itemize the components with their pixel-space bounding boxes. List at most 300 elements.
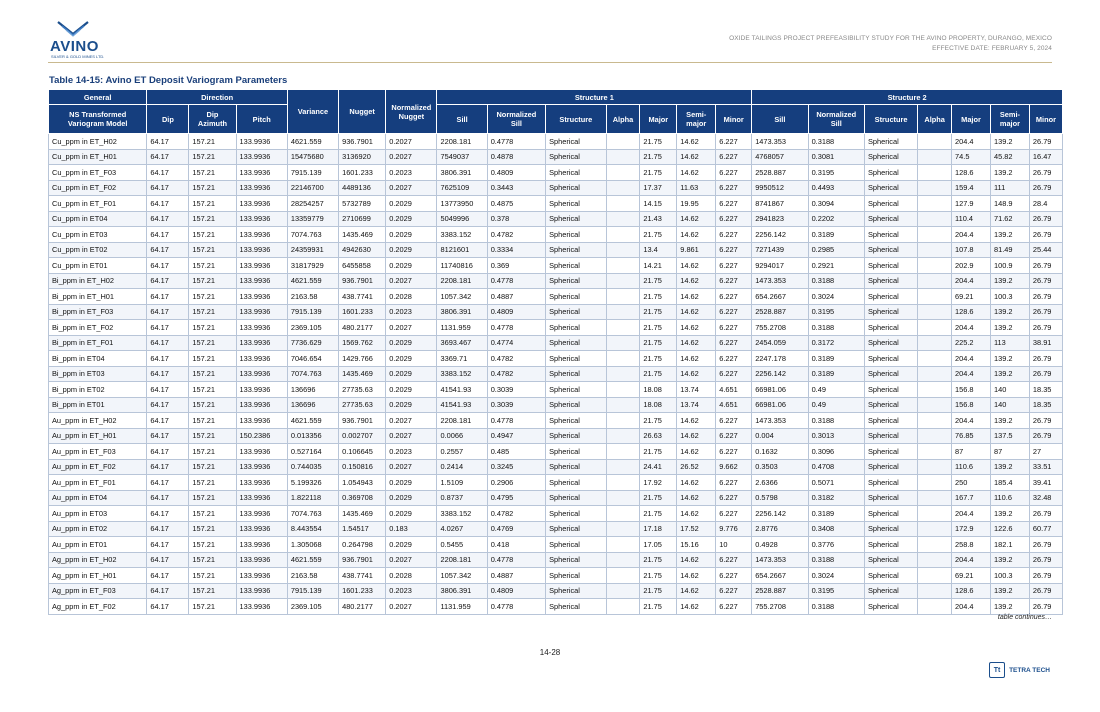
table-cell: Spherical xyxy=(546,382,606,398)
table-row xyxy=(49,165,1063,181)
table-cell: Spherical xyxy=(864,568,917,584)
row-label-cell: Au_ppm in ET04 xyxy=(49,490,147,506)
col-dip-azimuth: Dip Azimuth xyxy=(189,105,236,134)
table-cell xyxy=(606,583,640,599)
table-cell: 133.9936 xyxy=(236,320,287,336)
table-cell: 32.48 xyxy=(1029,490,1062,506)
table-cell: 0.2029 xyxy=(386,366,437,382)
table-cell: 13.4 xyxy=(640,242,677,258)
table-cell: Spherical xyxy=(546,335,606,351)
table-cell: 204.4 xyxy=(952,273,991,289)
table-title: Table 14-15: Avino ET Deposit Variogram Parameters xyxy=(49,75,288,86)
table-cell xyxy=(606,273,640,289)
table-cell: 139.2 xyxy=(990,165,1029,181)
table-cell: 2256.142 xyxy=(752,506,808,522)
table-cell xyxy=(606,444,640,460)
table-cell: 21.75 xyxy=(640,335,677,351)
table-row xyxy=(49,211,1063,227)
table-cell: 28.4 xyxy=(1029,196,1062,212)
table-cell: 64.17 xyxy=(147,521,189,537)
table-cell: 0.3188 xyxy=(808,134,864,150)
table-cell xyxy=(606,211,640,227)
table-cell: 64.17 xyxy=(147,320,189,336)
table-cell: Spherical xyxy=(546,149,606,165)
table-cell: 133.9936 xyxy=(236,134,287,150)
table-cell: 654.2667 xyxy=(752,289,808,305)
table-cell: 0.527164 xyxy=(287,444,338,460)
table-cell: 7046.654 xyxy=(287,351,338,367)
table-cell: 14.62 xyxy=(677,490,716,506)
table-cell: 0.2027 xyxy=(386,273,437,289)
table-cell: 100.3 xyxy=(990,289,1029,305)
table-cell: 24359931 xyxy=(287,242,338,258)
table-cell: 15475680 xyxy=(287,149,338,165)
table-cell: 41541.93 xyxy=(437,397,487,413)
table-cell: 21.75 xyxy=(640,568,677,584)
table-cell: Spherical xyxy=(864,134,917,150)
table-cell xyxy=(918,320,952,336)
table-cell: 27735.63 xyxy=(339,397,386,413)
table-cell: 18.35 xyxy=(1029,382,1062,398)
table-cell xyxy=(918,537,952,553)
table-cell xyxy=(918,490,952,506)
table-cell: 0.2027 xyxy=(386,599,437,615)
table-cell xyxy=(918,227,952,243)
table-cell: 0.2027 xyxy=(386,552,437,568)
table-cell: Spherical xyxy=(546,351,606,367)
table-cell: 0.369 xyxy=(487,258,545,274)
table-cell: 0.4782 xyxy=(487,227,545,243)
table-cell: 6.227 xyxy=(716,506,752,522)
table-cell: 0.3081 xyxy=(808,149,864,165)
table-cell: 2369.105 xyxy=(287,320,338,336)
table-cell: 100.3 xyxy=(990,568,1029,584)
table-cell xyxy=(918,459,952,475)
table-cell: 21.75 xyxy=(640,366,677,382)
table-cell: 1429.766 xyxy=(339,351,386,367)
table-cell: 4942630 xyxy=(339,242,386,258)
table-cell: 6.227 xyxy=(716,242,752,258)
table-cell xyxy=(606,149,640,165)
table-cell: 1435.469 xyxy=(339,366,386,382)
table-cell: 139.2 xyxy=(990,227,1029,243)
table-cell: 0.3172 xyxy=(808,335,864,351)
table-cell: Spherical xyxy=(864,366,917,382)
table-cell: Spherical xyxy=(546,289,606,305)
table-cell: 1.5109 xyxy=(437,475,487,491)
row-label-cell: Bi_ppm in ET_F01 xyxy=(49,335,147,351)
table-row xyxy=(49,320,1063,336)
table-cell: 6.227 xyxy=(716,320,752,336)
table-cell: Spherical xyxy=(546,258,606,274)
table-cell: 6.227 xyxy=(716,180,752,196)
group-structure-2: Structure 2 xyxy=(752,90,1063,105)
row-label-cell: Cu_ppm in ET03 xyxy=(49,227,147,243)
table-cell: 2247.178 xyxy=(752,351,808,367)
table-cell: 0.485 xyxy=(487,444,545,460)
table-cell: Spherical xyxy=(546,180,606,196)
table-cell: 1601.233 xyxy=(339,304,386,320)
table-cell: 26.79 xyxy=(1029,227,1062,243)
table-cell: 136696 xyxy=(287,382,338,398)
table-cell: 157.21 xyxy=(189,459,236,475)
table-cell: 26.79 xyxy=(1029,258,1062,274)
table-cell: 157.21 xyxy=(189,242,236,258)
table-cell: 64.17 xyxy=(147,273,189,289)
tetra-tech-logo xyxy=(989,662,1050,678)
table-row xyxy=(49,382,1063,398)
row-label-cell: Bi_ppm in ET_H02 xyxy=(49,273,147,289)
table-cell xyxy=(606,366,640,382)
table-cell: 69.21 xyxy=(952,568,991,584)
table-cell: 1.054943 xyxy=(339,475,386,491)
table-cell: 6.227 xyxy=(716,583,752,599)
table-cell: 2528.887 xyxy=(752,165,808,181)
table-cell: Spherical xyxy=(864,180,917,196)
header-divider xyxy=(48,62,1052,63)
table-cell: 26.79 xyxy=(1029,165,1062,181)
row-label-cell: Au_ppm in ET01 xyxy=(49,537,147,553)
table-cell xyxy=(606,459,640,475)
table-cell xyxy=(918,444,952,460)
table-cell: 1569.762 xyxy=(339,335,386,351)
table-cell: 64.17 xyxy=(147,475,189,491)
table-cell: 1601.233 xyxy=(339,165,386,181)
table-cell: 0.004 xyxy=(752,428,808,444)
table-cell xyxy=(606,428,640,444)
table-cell: 7074.763 xyxy=(287,366,338,382)
table-cell: 0.2029 xyxy=(386,506,437,522)
table-cell xyxy=(606,180,640,196)
table-cell: 0.183 xyxy=(386,521,437,537)
logo-wordmark: AVINO xyxy=(50,38,99,55)
table-cell: 26.63 xyxy=(640,428,677,444)
table-cell: Spherical xyxy=(864,397,917,413)
table-cell: 139.2 xyxy=(990,320,1029,336)
table-cell: 31817929 xyxy=(287,258,338,274)
col-s1-structure: Structure xyxy=(546,105,606,134)
table-cell: 157.21 xyxy=(189,413,236,429)
table-cell: 110.6 xyxy=(990,490,1029,506)
table-cell: 0.4887 xyxy=(487,289,545,305)
col-pitch: Pitch xyxy=(236,105,287,134)
table-row xyxy=(49,537,1063,553)
table-cell: 133.9936 xyxy=(236,506,287,522)
table-cell: 157.21 xyxy=(189,335,236,351)
table-cell: Spherical xyxy=(864,227,917,243)
table-cell xyxy=(918,134,952,150)
table-cell: 14.62 xyxy=(677,149,716,165)
table-cell: Spherical xyxy=(864,289,917,305)
table-cell: Spherical xyxy=(864,599,917,615)
table-cell: 3806.391 xyxy=(437,304,487,320)
table-cell xyxy=(918,289,952,305)
table-cell: 438.7741 xyxy=(339,289,386,305)
table-cell: Spherical xyxy=(546,273,606,289)
table-cell: 157.21 xyxy=(189,599,236,615)
table-cell: 21.75 xyxy=(640,506,677,522)
table-cell: 133.9936 xyxy=(236,459,287,475)
table-cell: 0.49 xyxy=(808,397,864,413)
table-cell: 0.4774 xyxy=(487,335,545,351)
table-cell xyxy=(606,227,640,243)
table-cell: 64.17 xyxy=(147,382,189,398)
row-label-cell: Au_ppm in ET_H01 xyxy=(49,428,147,444)
table-cell: 2208.181 xyxy=(437,134,487,150)
row-label-cell: Ag_ppm in ET_F03 xyxy=(49,583,147,599)
table-cell: 14.62 xyxy=(677,165,716,181)
table-cell xyxy=(606,521,640,537)
table-cell: 157.21 xyxy=(189,366,236,382)
table-cell: 14.62 xyxy=(677,583,716,599)
table-cell: 26.79 xyxy=(1029,180,1062,196)
effective-date: EFFECTIVE DATE: FEBRUARY 5, 2024 xyxy=(932,45,1052,52)
table-cell xyxy=(918,211,952,227)
table-cell: 2528.887 xyxy=(752,583,808,599)
table-cell: 0.2029 xyxy=(386,211,437,227)
table-cell: 27 xyxy=(1029,444,1062,460)
table-cell: Spherical xyxy=(546,568,606,584)
row-label-cell: Au_ppm in ET_H02 xyxy=(49,413,147,429)
table-cell: 14.62 xyxy=(677,289,716,305)
table-cell: 133.9936 xyxy=(236,521,287,537)
table-cell: 21.75 xyxy=(640,227,677,243)
table-cell: 172.9 xyxy=(952,521,991,537)
table-cell xyxy=(918,413,952,429)
table-cell: 0.4887 xyxy=(487,568,545,584)
table-cell: 0.3189 xyxy=(808,227,864,243)
table-cell: 133.9936 xyxy=(236,583,287,599)
table-row xyxy=(49,273,1063,289)
table-cell: 157.21 xyxy=(189,165,236,181)
table-cell: 0.3096 xyxy=(808,444,864,460)
table-cell: 13773950 xyxy=(437,196,487,212)
table-cell: 122.6 xyxy=(990,521,1029,537)
table-cell: 0.106645 xyxy=(339,444,386,460)
table-cell xyxy=(918,165,952,181)
col-s1-semi-major: Semi-major xyxy=(677,105,716,134)
table-cell: 936.7901 xyxy=(339,273,386,289)
table-cell: 18.08 xyxy=(640,397,677,413)
table-cell: 14.62 xyxy=(677,475,716,491)
table-cell: 755.2708 xyxy=(752,320,808,336)
table-cell xyxy=(918,583,952,599)
table-cell: 17.92 xyxy=(640,475,677,491)
table-cell: 3693.467 xyxy=(437,335,487,351)
table-cell: Spherical xyxy=(864,242,917,258)
table-cell: 0.2029 xyxy=(386,227,437,243)
table-cell: 13.74 xyxy=(677,397,716,413)
table-cell: Spherical xyxy=(546,320,606,336)
table-cell xyxy=(606,397,640,413)
table-cell: 0.3182 xyxy=(808,490,864,506)
table-cell: 0.3245 xyxy=(487,459,545,475)
table-cell: 24.41 xyxy=(640,459,677,475)
table-cell: 139.2 xyxy=(990,552,1029,568)
table-cell: 128.6 xyxy=(952,165,991,181)
table-cell: 139.2 xyxy=(990,583,1029,599)
table-cell: 7915.139 xyxy=(287,583,338,599)
table-cell: 0.2027 xyxy=(386,428,437,444)
row-label-cell: Bi_ppm in ET_F03 xyxy=(49,304,147,320)
table-cell: 64.17 xyxy=(147,335,189,351)
table-cell: 6455858 xyxy=(339,258,386,274)
table-cell: 0.3188 xyxy=(808,413,864,429)
row-label-cell: Au_ppm in ET_F02 xyxy=(49,459,147,475)
table-cell: 133.9936 xyxy=(236,304,287,320)
table-cell: Spherical xyxy=(546,521,606,537)
table-cell: 26.79 xyxy=(1029,428,1062,444)
table-cell: 202.9 xyxy=(952,258,991,274)
table-cell: 936.7901 xyxy=(339,413,386,429)
table-cell: 26.79 xyxy=(1029,583,1062,599)
table-cell: 4.651 xyxy=(716,382,752,398)
table-cell: 0.2027 xyxy=(386,149,437,165)
table-cell: Spherical xyxy=(864,537,917,553)
table-cell xyxy=(606,258,640,274)
table-cell: 9.861 xyxy=(677,242,716,258)
table-cell: 2369.105 xyxy=(287,599,338,615)
row-label-cell: Bi_ppm in ET_F02 xyxy=(49,320,147,336)
table-row xyxy=(49,366,1063,382)
table-cell: 18.35 xyxy=(1029,397,1062,413)
table-cell: 6.227 xyxy=(716,568,752,584)
table-cell: 87 xyxy=(952,444,991,460)
table-cell: 2256.142 xyxy=(752,366,808,382)
table-cell: Spherical xyxy=(546,165,606,181)
table-cell: 0.3188 xyxy=(808,273,864,289)
table-cell: 133.9936 xyxy=(236,211,287,227)
table-cell: 6.227 xyxy=(716,149,752,165)
table-cell: 204.4 xyxy=(952,413,991,429)
table-row xyxy=(49,289,1063,305)
table-cell: 3806.391 xyxy=(437,165,487,181)
table-row xyxy=(49,351,1063,367)
table-cell: Spherical xyxy=(864,335,917,351)
table-cell: 0.2029 xyxy=(386,335,437,351)
table-cell: 133.9936 xyxy=(236,552,287,568)
table-cell: 0.2029 xyxy=(386,537,437,553)
table-cell: 0.2023 xyxy=(386,583,437,599)
table-cell: 2256.142 xyxy=(752,227,808,243)
table-cell: 0.3094 xyxy=(808,196,864,212)
table-row xyxy=(49,459,1063,475)
table-cell: 0.013356 xyxy=(287,428,338,444)
table-cell: 139.2 xyxy=(990,599,1029,615)
table-cell: 21.75 xyxy=(640,552,677,568)
table-cell: 26.79 xyxy=(1029,568,1062,584)
table-cell: 39.41 xyxy=(1029,475,1062,491)
table-cell: 0.2027 xyxy=(386,180,437,196)
table-cell: 2163.58 xyxy=(287,289,338,305)
table-cell: 64.17 xyxy=(147,149,189,165)
table-cell: 6.227 xyxy=(716,211,752,227)
table-cell: 0.3195 xyxy=(808,583,864,599)
table-row xyxy=(49,490,1063,506)
table-cell: 157.21 xyxy=(189,475,236,491)
table-cell: 133.9936 xyxy=(236,490,287,506)
table-cell: 33.51 xyxy=(1029,459,1062,475)
table-cell: 0.150816 xyxy=(339,459,386,475)
table-cell: 139.2 xyxy=(990,413,1029,429)
table-cell: Spherical xyxy=(864,583,917,599)
row-label-cell: Au_ppm in ET_F03 xyxy=(49,444,147,460)
table-cell: 71.62 xyxy=(990,211,1029,227)
table-cell: Spherical xyxy=(864,521,917,537)
table-cell xyxy=(606,196,640,212)
table-cell: 64.17 xyxy=(147,242,189,258)
table-cell: 26.79 xyxy=(1029,351,1062,367)
table-cell: 21.75 xyxy=(640,134,677,150)
table-cell: 1473.353 xyxy=(752,552,808,568)
row-label-cell: Au_ppm in ET02 xyxy=(49,521,147,537)
table-cell xyxy=(606,537,640,553)
table-cell: 157.21 xyxy=(189,149,236,165)
table-cell: 0.3188 xyxy=(808,320,864,336)
table-cell: 0.2027 xyxy=(386,134,437,150)
table-cell: 0.3189 xyxy=(808,506,864,522)
table-cell: 157.21 xyxy=(189,552,236,568)
table-cell xyxy=(918,351,952,367)
table-cell: 6.227 xyxy=(716,444,752,460)
row-label-cell: Au_ppm in ET_F01 xyxy=(49,475,147,491)
row-label-cell: Cu_ppm in ET_F01 xyxy=(49,196,147,212)
table-cell: 133.9936 xyxy=(236,242,287,258)
table-cell: 38.91 xyxy=(1029,335,1062,351)
table-cell: 64.17 xyxy=(147,180,189,196)
col-normalized-nugget: Normalized Nugget xyxy=(386,90,437,134)
table-cell: 2454.059 xyxy=(752,335,808,351)
table-cell: 157.21 xyxy=(189,258,236,274)
table-cell: Spherical xyxy=(864,552,917,568)
table-cell: 21.75 xyxy=(640,273,677,289)
col-s2-alpha: Alpha xyxy=(918,105,952,134)
table-cell: 0.3334 xyxy=(487,242,545,258)
table-cell: 26.79 xyxy=(1029,366,1062,382)
col-s2-structure: Structure xyxy=(864,105,917,134)
table-cell: 14.62 xyxy=(677,444,716,460)
table-cell: 480.2177 xyxy=(339,599,386,615)
table-cell: Spherical xyxy=(864,258,917,274)
table-cell: 6.227 xyxy=(716,490,752,506)
table-cell xyxy=(606,475,640,491)
table-cell: Spherical xyxy=(864,273,917,289)
table-cell: 157.21 xyxy=(189,304,236,320)
table-cell: Spherical xyxy=(546,227,606,243)
table-cell: 157.21 xyxy=(189,397,236,413)
table-cell: 204.4 xyxy=(952,599,991,615)
table-cell: 64.17 xyxy=(147,165,189,181)
table-cell: 157.21 xyxy=(189,351,236,367)
table-row xyxy=(49,397,1063,413)
table-cell: 69.21 xyxy=(952,289,991,305)
table-cell: 6.227 xyxy=(716,289,752,305)
table-row xyxy=(49,599,1063,615)
table-cell xyxy=(918,599,952,615)
table-cell: Spherical xyxy=(546,599,606,615)
table-cell: 0.3503 xyxy=(752,459,808,475)
table-cell: 0.3188 xyxy=(808,552,864,568)
table-cell: 8741867 xyxy=(752,196,808,212)
table-cell xyxy=(918,397,952,413)
table-cell: 157.21 xyxy=(189,196,236,212)
table-cell: 204.4 xyxy=(952,320,991,336)
table-cell: 26.79 xyxy=(1029,537,1062,553)
table-cell: 133.9936 xyxy=(236,382,287,398)
table-cell: 3806.391 xyxy=(437,583,487,599)
table-cell: 0.2414 xyxy=(437,459,487,475)
table-cell: 137.5 xyxy=(990,428,1029,444)
